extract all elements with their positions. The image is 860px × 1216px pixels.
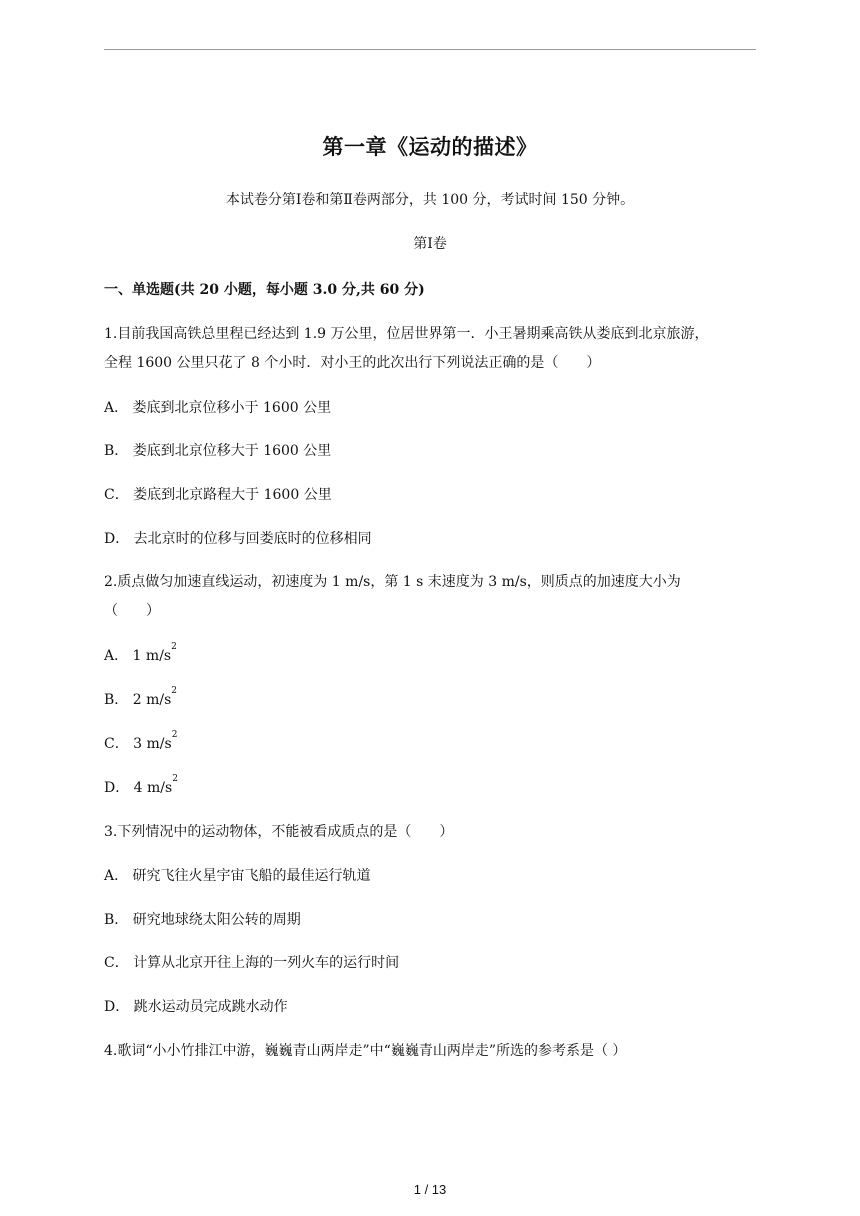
question-1-option-d: D． 去北京时的位移与回娄底时的位移相同 <box>104 531 372 547</box>
superscript: 2 <box>171 642 177 652</box>
superscript: 2 <box>171 730 178 740</box>
header-rule <box>104 49 756 50</box>
question-1-option-a: A． 娄底到北京位移小于 1600 公里 <box>104 400 332 416</box>
question-2-option-d <box>104 774 178 797</box>
superscript: 2 <box>172 774 178 784</box>
question-2-option-c <box>104 730 178 753</box>
question-2-line-1: 2.质点做匀加速直线运动，初速度为 1 m/s，第 1 s 末速度为 3 m/s，则质点的加速度大小为 <box>104 574 681 590</box>
question-3-line-1: 3.下列情况中的运动物体，不能被看成质点的是（ ） <box>104 824 454 840</box>
question-2-option-a <box>104 642 177 665</box>
question-3-option-d: D． 跳水运动员完成跳水动作 <box>104 999 288 1015</box>
question-1-option-b: B． 娄底到北京位移大于 1600 公里 <box>104 443 332 459</box>
document-title: 第一章《运动的描述》 <box>322 134 538 159</box>
option-text: D． 4 m/s <box>104 780 173 796</box>
question-3-option-c: C． 计算从北京开往上海的一列火车的运行时间 <box>104 955 400 971</box>
question-1-line-2: 全程 1600 公里只花了 8 个小时．对小王的此次出行下列说法正确的是（ ） <box>104 355 601 371</box>
option-text: C． 3 m/s <box>104 736 172 752</box>
question-1-line-1: 1.目前我国高铁总里程已经达到 1.9 万公里，位居世界第一．小王暑期乘高铁从娄底到北京旅游， <box>104 326 709 342</box>
question-2-line-2: （ ） <box>104 603 160 619</box>
part-heading: 第Ⅰ卷 <box>413 236 447 252</box>
question-3-option-a: A． 研究飞往火星宇宙飞船的最佳运行轨道 <box>104 868 371 884</box>
superscript: 2 <box>171 686 178 696</box>
option-text: A． 1 m/s <box>104 648 172 664</box>
exam-instructions: 本试卷分第Ⅰ卷和第Ⅱ卷两部分，共 100 分，考试时间 150 分钟。 <box>225 192 635 208</box>
option-text: B． 2 m/s <box>104 692 172 708</box>
question-2-option-b <box>104 686 178 709</box>
question-4-line-1: 4.歌词“小小竹排江中游，巍巍青山两岸走”中“巍巍青山两岸走”所选的参考系是（ ） <box>104 1043 627 1059</box>
question-1-option-c: C． 娄底到北京路程大于 1600 公里 <box>104 487 332 503</box>
question-3-option-b: B． 研究地球绕太阳公转的周期 <box>104 912 301 928</box>
section-heading: 一、单选题(共 20 小题，每小题 3.0 分,共 60 分) <box>104 282 425 298</box>
page-number: 1 / 13 <box>413 1182 447 1197</box>
